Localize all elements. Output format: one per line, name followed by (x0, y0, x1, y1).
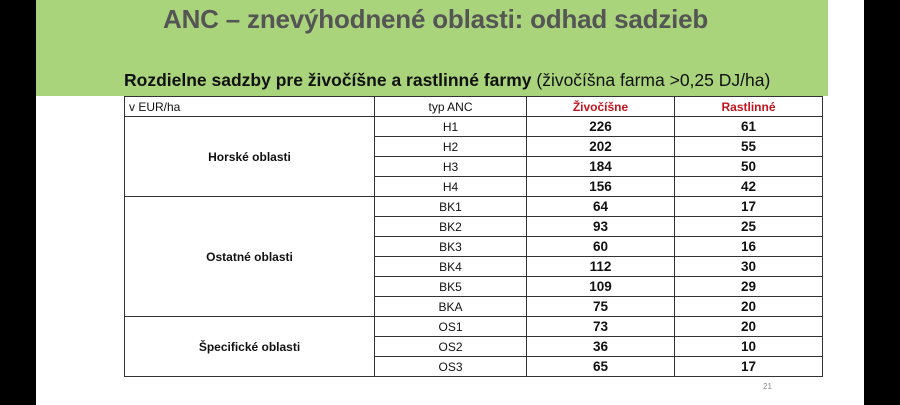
crop-rate-cell: 17 (675, 357, 823, 377)
table-row (125, 197, 823, 217)
type-cell: BK4 (375, 257, 527, 277)
type-cell: BK5 (375, 277, 527, 297)
subtitle-normal: (živočíšna farma >0,25 DJ/ha) (531, 70, 771, 90)
type-cell: OS2 (375, 337, 527, 357)
crop-rate-cell: 61 (675, 117, 823, 137)
crop-rate-cell: 42 (675, 177, 823, 197)
crop-rate-cell: 50 (675, 157, 823, 177)
type-cell: OS3 (375, 357, 527, 377)
animal-rate-cell: 65 (527, 357, 675, 377)
type-cell: H4 (375, 177, 527, 197)
crop-rate-cell: 16 (675, 237, 823, 257)
slide-subtitle (124, 70, 770, 91)
type-cell: BK2 (375, 217, 527, 237)
animal-rate-cell: 64 (527, 197, 675, 217)
type-cell: H2 (375, 137, 527, 157)
region-cell: Ostatné oblasti (125, 197, 375, 317)
band-edge (828, 0, 864, 96)
page-number: 21 (763, 382, 772, 391)
crop-rate-cell: 30 (675, 257, 823, 277)
header-crop: Rastlinné (675, 97, 823, 117)
animal-rate-cell: 109 (527, 277, 675, 297)
animal-rate-cell: 75 (527, 297, 675, 317)
crop-rate-cell: 29 (675, 277, 823, 297)
table-header-row (125, 97, 823, 117)
animal-rate-cell: 36 (527, 337, 675, 357)
rates-table (124, 96, 823, 377)
header-unit: v EUR/ha (125, 97, 375, 117)
type-cell: H1 (375, 117, 527, 137)
animal-rate-cell: 156 (527, 177, 675, 197)
crop-rate-cell: 10 (675, 337, 823, 357)
animal-rate-cell: 112 (527, 257, 675, 277)
type-cell: BKA (375, 297, 527, 317)
crop-rate-cell: 20 (675, 297, 823, 317)
subtitle-bold: Rozdielne sadzby pre živočíšne a rastlinné farmy (124, 70, 532, 90)
type-cell: OS1 (375, 317, 527, 337)
animal-rate-cell: 226 (527, 117, 675, 137)
crop-rate-cell: 17 (675, 197, 823, 217)
animal-rate-cell: 184 (527, 157, 675, 177)
header-type: typ ANC (375, 97, 527, 117)
animal-rate-cell: 73 (527, 317, 675, 337)
type-cell: BK1 (375, 197, 527, 217)
slide-title: ANC – znevýhodnené oblasti: odhad sadzieb (163, 4, 709, 34)
table-row (125, 317, 823, 337)
crop-rate-cell: 20 (675, 317, 823, 337)
type-cell: BK3 (375, 237, 527, 257)
region-cell: Špecifické oblasti (125, 317, 375, 377)
crop-rate-cell: 55 (675, 137, 823, 157)
type-cell: H3 (375, 157, 527, 177)
region-cell: Horské oblasti (125, 117, 375, 197)
animal-rate-cell: 60 (527, 237, 675, 257)
slide (36, 0, 864, 405)
animal-rate-cell: 93 (527, 217, 675, 237)
crop-rate-cell: 25 (675, 217, 823, 237)
header-animal: Živočíšne (527, 97, 675, 117)
table-row (125, 117, 823, 137)
animal-rate-cell: 202 (527, 137, 675, 157)
